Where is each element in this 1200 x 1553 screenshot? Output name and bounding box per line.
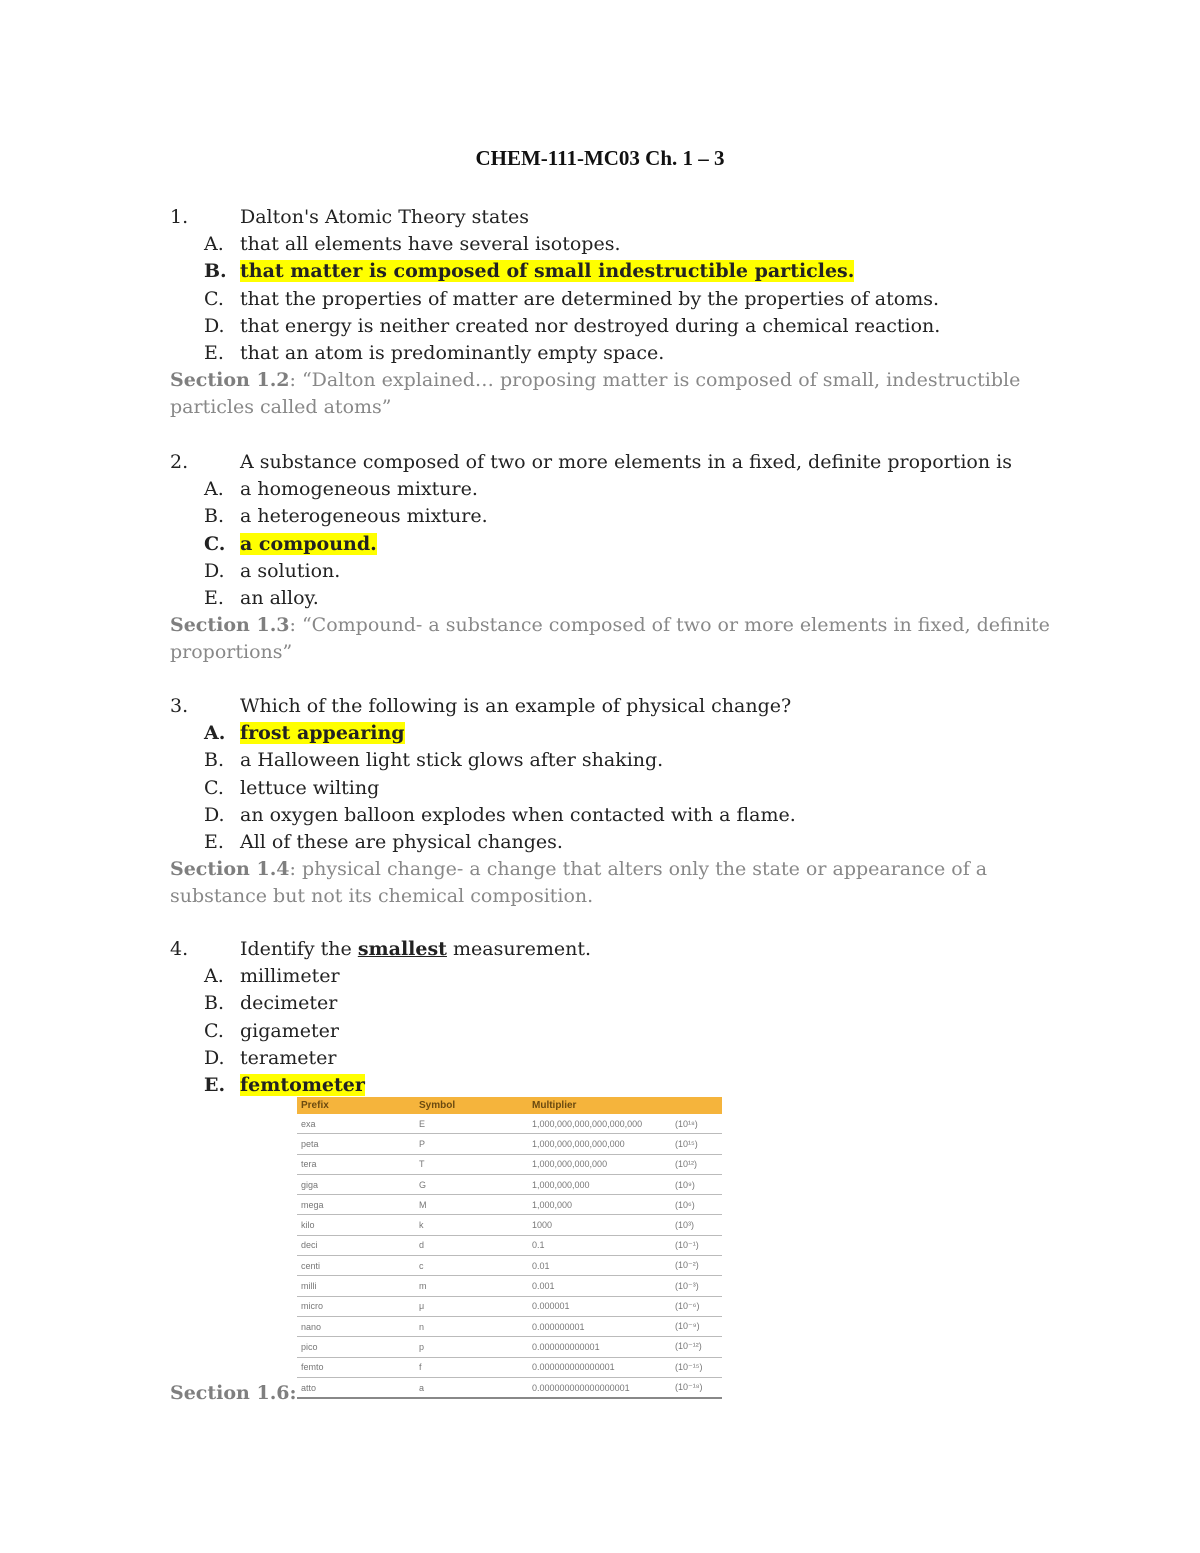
symbol-cell: P: [415, 1134, 528, 1154]
option-label: E.: [204, 1073, 226, 1096]
symbol-cell: f: [415, 1357, 528, 1377]
stem-post: measurement.: [446, 938, 592, 960]
question-text: A substance composed of two or more elements in a fixed, definite proportion is: [240, 451, 1012, 473]
option-a: [170, 231, 1050, 258]
option-label: D.: [204, 559, 225, 582]
multiplier-cell: 0.000000000000001: [528, 1357, 671, 1377]
section-reference: [170, 612, 1050, 666]
option-text: All of these are physical changes.: [240, 830, 563, 853]
multiplier-cell: 1,000,000,000,000,000: [528, 1134, 671, 1154]
multiplier-cell: 0.001: [528, 1276, 671, 1296]
table-row: [297, 1134, 722, 1154]
symbol-cell: p: [415, 1337, 528, 1357]
power-cell: (10⁻³): [671, 1276, 722, 1296]
table-header-row: [297, 1097, 722, 1114]
symbol-cell: c: [415, 1256, 528, 1276]
table-row: [297, 1114, 722, 1134]
option-text: a Halloween light stick glows after shaking.: [240, 749, 664, 772]
option-text: millimeter: [240, 965, 340, 988]
option-text-highlighted: [240, 1072, 365, 1099]
option-text: decimeter: [240, 992, 338, 1015]
header-multiplier: Multiplier: [528, 1097, 671, 1114]
section-reference: [170, 856, 1050, 910]
power-cell: (10⁻⁶): [671, 1296, 722, 1316]
option-c: [170, 775, 1050, 802]
question-2: [170, 449, 1050, 667]
option-d: [170, 313, 1050, 340]
stem-emphasis: smallest: [357, 938, 447, 960]
highlight: femtometer: [240, 1073, 365, 1096]
section-reference-1-6: Section 1.6:: [170, 1382, 297, 1404]
section-ref-text: : physical change- a change that alters only the state or appearance of a substance but not its chemical composition.: [170, 858, 988, 908]
power-cell: (10⁻⁹): [671, 1316, 722, 1336]
option-label: C.: [204, 776, 224, 799]
symbol-cell: m: [415, 1276, 528, 1296]
option-label: E.: [204, 341, 224, 364]
prefix-cell: deci: [297, 1235, 415, 1255]
header-symbol: Symbol: [415, 1097, 528, 1114]
option-c: [170, 1018, 1050, 1045]
question-number: 4.: [170, 938, 189, 960]
section-reference: [170, 367, 1050, 421]
option-text: a homogeneous mixture.: [240, 478, 478, 501]
symbol-cell: T: [415, 1154, 528, 1174]
table-row: [297, 1296, 722, 1316]
prefix-cell: tera: [297, 1154, 415, 1174]
option-text: terameter: [240, 1046, 337, 1069]
option-label: E.: [204, 830, 224, 853]
multiplier-cell: 0.01: [528, 1256, 671, 1276]
option-label: A.: [204, 478, 224, 501]
table-row: [297, 1235, 722, 1255]
option-e: [170, 585, 1050, 612]
table-row: [297, 1357, 722, 1377]
power-cell: (10¹⁵): [671, 1134, 722, 1154]
question-number: 3.: [170, 695, 189, 717]
question-stem: [170, 936, 1050, 963]
option-label: D.: [204, 1046, 225, 1069]
table-row: [297, 1377, 722, 1398]
question-stem: [170, 693, 1050, 720]
section-ref-label: Section 1.3: [170, 614, 290, 637]
symbol-cell: M: [415, 1195, 528, 1215]
option-text-highlighted: [240, 258, 854, 285]
power-cell: (10⁻¹⁵): [671, 1357, 722, 1377]
option-b: [170, 747, 1050, 774]
multiplier-cell: 1,000,000,000,000,000,000: [528, 1114, 671, 1134]
question-4: [170, 936, 1050, 1099]
multiplier-cell: 1,000,000,000,000: [528, 1154, 671, 1174]
symbol-cell: d: [415, 1235, 528, 1255]
symbol-cell: k: [415, 1215, 528, 1235]
option-label: E.: [204, 586, 224, 609]
table-row: [297, 1276, 722, 1296]
stem-pre: Identify the: [240, 938, 358, 960]
power-cell: (10³): [671, 1215, 722, 1235]
option-c: [170, 286, 1050, 313]
symbol-cell: n: [415, 1316, 528, 1336]
section-ref-label: Section 1.4: [170, 858, 290, 881]
header-prefix: Prefix: [297, 1097, 415, 1114]
multiplier-cell: 0.1: [528, 1235, 671, 1255]
table-row: [297, 1256, 722, 1276]
option-a-correct: [170, 720, 1050, 747]
option-b: [170, 990, 1050, 1017]
option-text: an oxygen balloon explodes when contacted with a flame.: [240, 803, 796, 826]
table-row: [297, 1316, 722, 1336]
option-label: B.: [204, 992, 225, 1015]
option-c-correct: [170, 531, 1050, 558]
option-text: an alloy.: [240, 586, 319, 609]
multiplier-cell: 1000: [528, 1215, 671, 1235]
option-label: C.: [204, 1019, 224, 1042]
option-text: lettuce wilting: [240, 776, 380, 799]
prefix-cell: atto: [297, 1377, 415, 1398]
highlight: that matter is composed of small indestructible particles.: [240, 260, 855, 283]
question-stem: [170, 449, 1050, 476]
symbol-cell: μ: [415, 1296, 528, 1316]
prefix-cell: milli: [297, 1276, 415, 1296]
prefix-cell: exa: [297, 1114, 415, 1134]
section-ref-text: : “Dalton explained… proposing matter is composed of small, indestructible particles called atoms”: [170, 369, 1021, 419]
multiplier-cell: 0.000000000001: [528, 1337, 671, 1357]
symbol-cell: a: [415, 1377, 528, 1398]
option-label: B.: [204, 260, 227, 283]
option-text: a heterogeneous mixture.: [240, 505, 488, 528]
option-label: A.: [204, 965, 224, 988]
option-label: A.: [204, 722, 226, 745]
option-b-correct: [170, 258, 1050, 285]
question-text: Dalton's Atomic Theory states: [240, 206, 529, 228]
prefix-cell: nano: [297, 1316, 415, 1336]
question-text: Which of the following is an example of physical change?: [240, 695, 792, 717]
prefix-cell: micro: [297, 1296, 415, 1316]
option-text: that all elements have several isotopes.: [240, 233, 621, 256]
section-ref-text: : “Compound- a substance composed of two or more elements in fixed, definite proportions”: [170, 614, 1050, 664]
option-a: [170, 476, 1050, 503]
power-cell: (10⁻¹²): [671, 1337, 722, 1357]
multiplier-cell: 0.000000001: [528, 1316, 671, 1336]
option-label: A.: [204, 233, 224, 256]
prefix-cell: femto: [297, 1357, 415, 1377]
header-power: [671, 1097, 722, 1114]
option-a: [170, 963, 1050, 990]
option-text: that the properties of matter are determined by the properties of atoms.: [240, 287, 940, 310]
table-row: [297, 1337, 722, 1357]
option-e-correct: [170, 1072, 1050, 1099]
option-text: gigameter: [240, 1019, 339, 1042]
option-b: [170, 503, 1050, 530]
power-cell: (10⁹): [671, 1174, 722, 1194]
prefix-cell: peta: [297, 1134, 415, 1154]
question-number: 2.: [170, 451, 189, 473]
option-label: C.: [204, 532, 226, 555]
question-text: [240, 936, 591, 963]
prefix-cell: giga: [297, 1174, 415, 1194]
multiplier-cell: 1,000,000,000: [528, 1174, 671, 1194]
option-text-highlighted: [240, 720, 405, 747]
question-stem: [170, 204, 1050, 231]
prefix-cell: kilo: [297, 1215, 415, 1235]
option-e: [170, 829, 1050, 856]
power-cell: (10¹²): [671, 1154, 722, 1174]
option-text: a solution.: [240, 559, 341, 582]
option-label: B.: [204, 749, 225, 772]
power-cell: (10⁻¹): [671, 1235, 722, 1255]
question-number: 1.: [170, 206, 189, 228]
symbol-cell: E: [415, 1114, 528, 1134]
option-e: [170, 340, 1050, 367]
highlight: a compound.: [240, 532, 377, 555]
option-label: D.: [204, 803, 225, 826]
table-row: [297, 1154, 722, 1174]
prefix-cell: mega: [297, 1195, 415, 1215]
question-1: [170, 204, 1050, 422]
option-label: D.: [204, 314, 225, 337]
table-row: [297, 1174, 722, 1194]
multiplier-cell: 0.000000000000000001: [528, 1377, 671, 1398]
option-label: C.: [204, 287, 224, 310]
option-d: [170, 1045, 1050, 1072]
option-text: that energy is neither created nor destroyed during a chemical reaction.: [240, 314, 941, 337]
symbol-cell: G: [415, 1174, 528, 1194]
prefix-cell: pico: [297, 1337, 415, 1357]
option-d: [170, 802, 1050, 829]
page-title: CHEM-111-MC03 Ch. 1 – 3: [475, 146, 725, 170]
option-text-highlighted: [240, 531, 377, 558]
option-d: [170, 558, 1050, 585]
option-text: that an atom is predominantly empty space.: [240, 341, 665, 364]
metric-prefix-table: [297, 1097, 722, 1399]
table-row: [297, 1215, 722, 1235]
highlight: frost appearing: [240, 722, 405, 745]
table-row: [297, 1195, 722, 1215]
multiplier-cell: 1,000,000: [528, 1195, 671, 1215]
power-cell: (10⁻¹⁸): [671, 1377, 722, 1398]
section-ref-label: Section 1.2: [170, 369, 290, 392]
power-cell: (10¹⁸): [671, 1114, 722, 1134]
option-label: B.: [204, 505, 225, 528]
prefix-cell: centi: [297, 1256, 415, 1276]
power-cell: (10⁶): [671, 1195, 722, 1215]
multiplier-cell: 0.000001: [528, 1296, 671, 1316]
question-3: [170, 693, 1050, 911]
power-cell: (10⁻²): [671, 1256, 722, 1276]
